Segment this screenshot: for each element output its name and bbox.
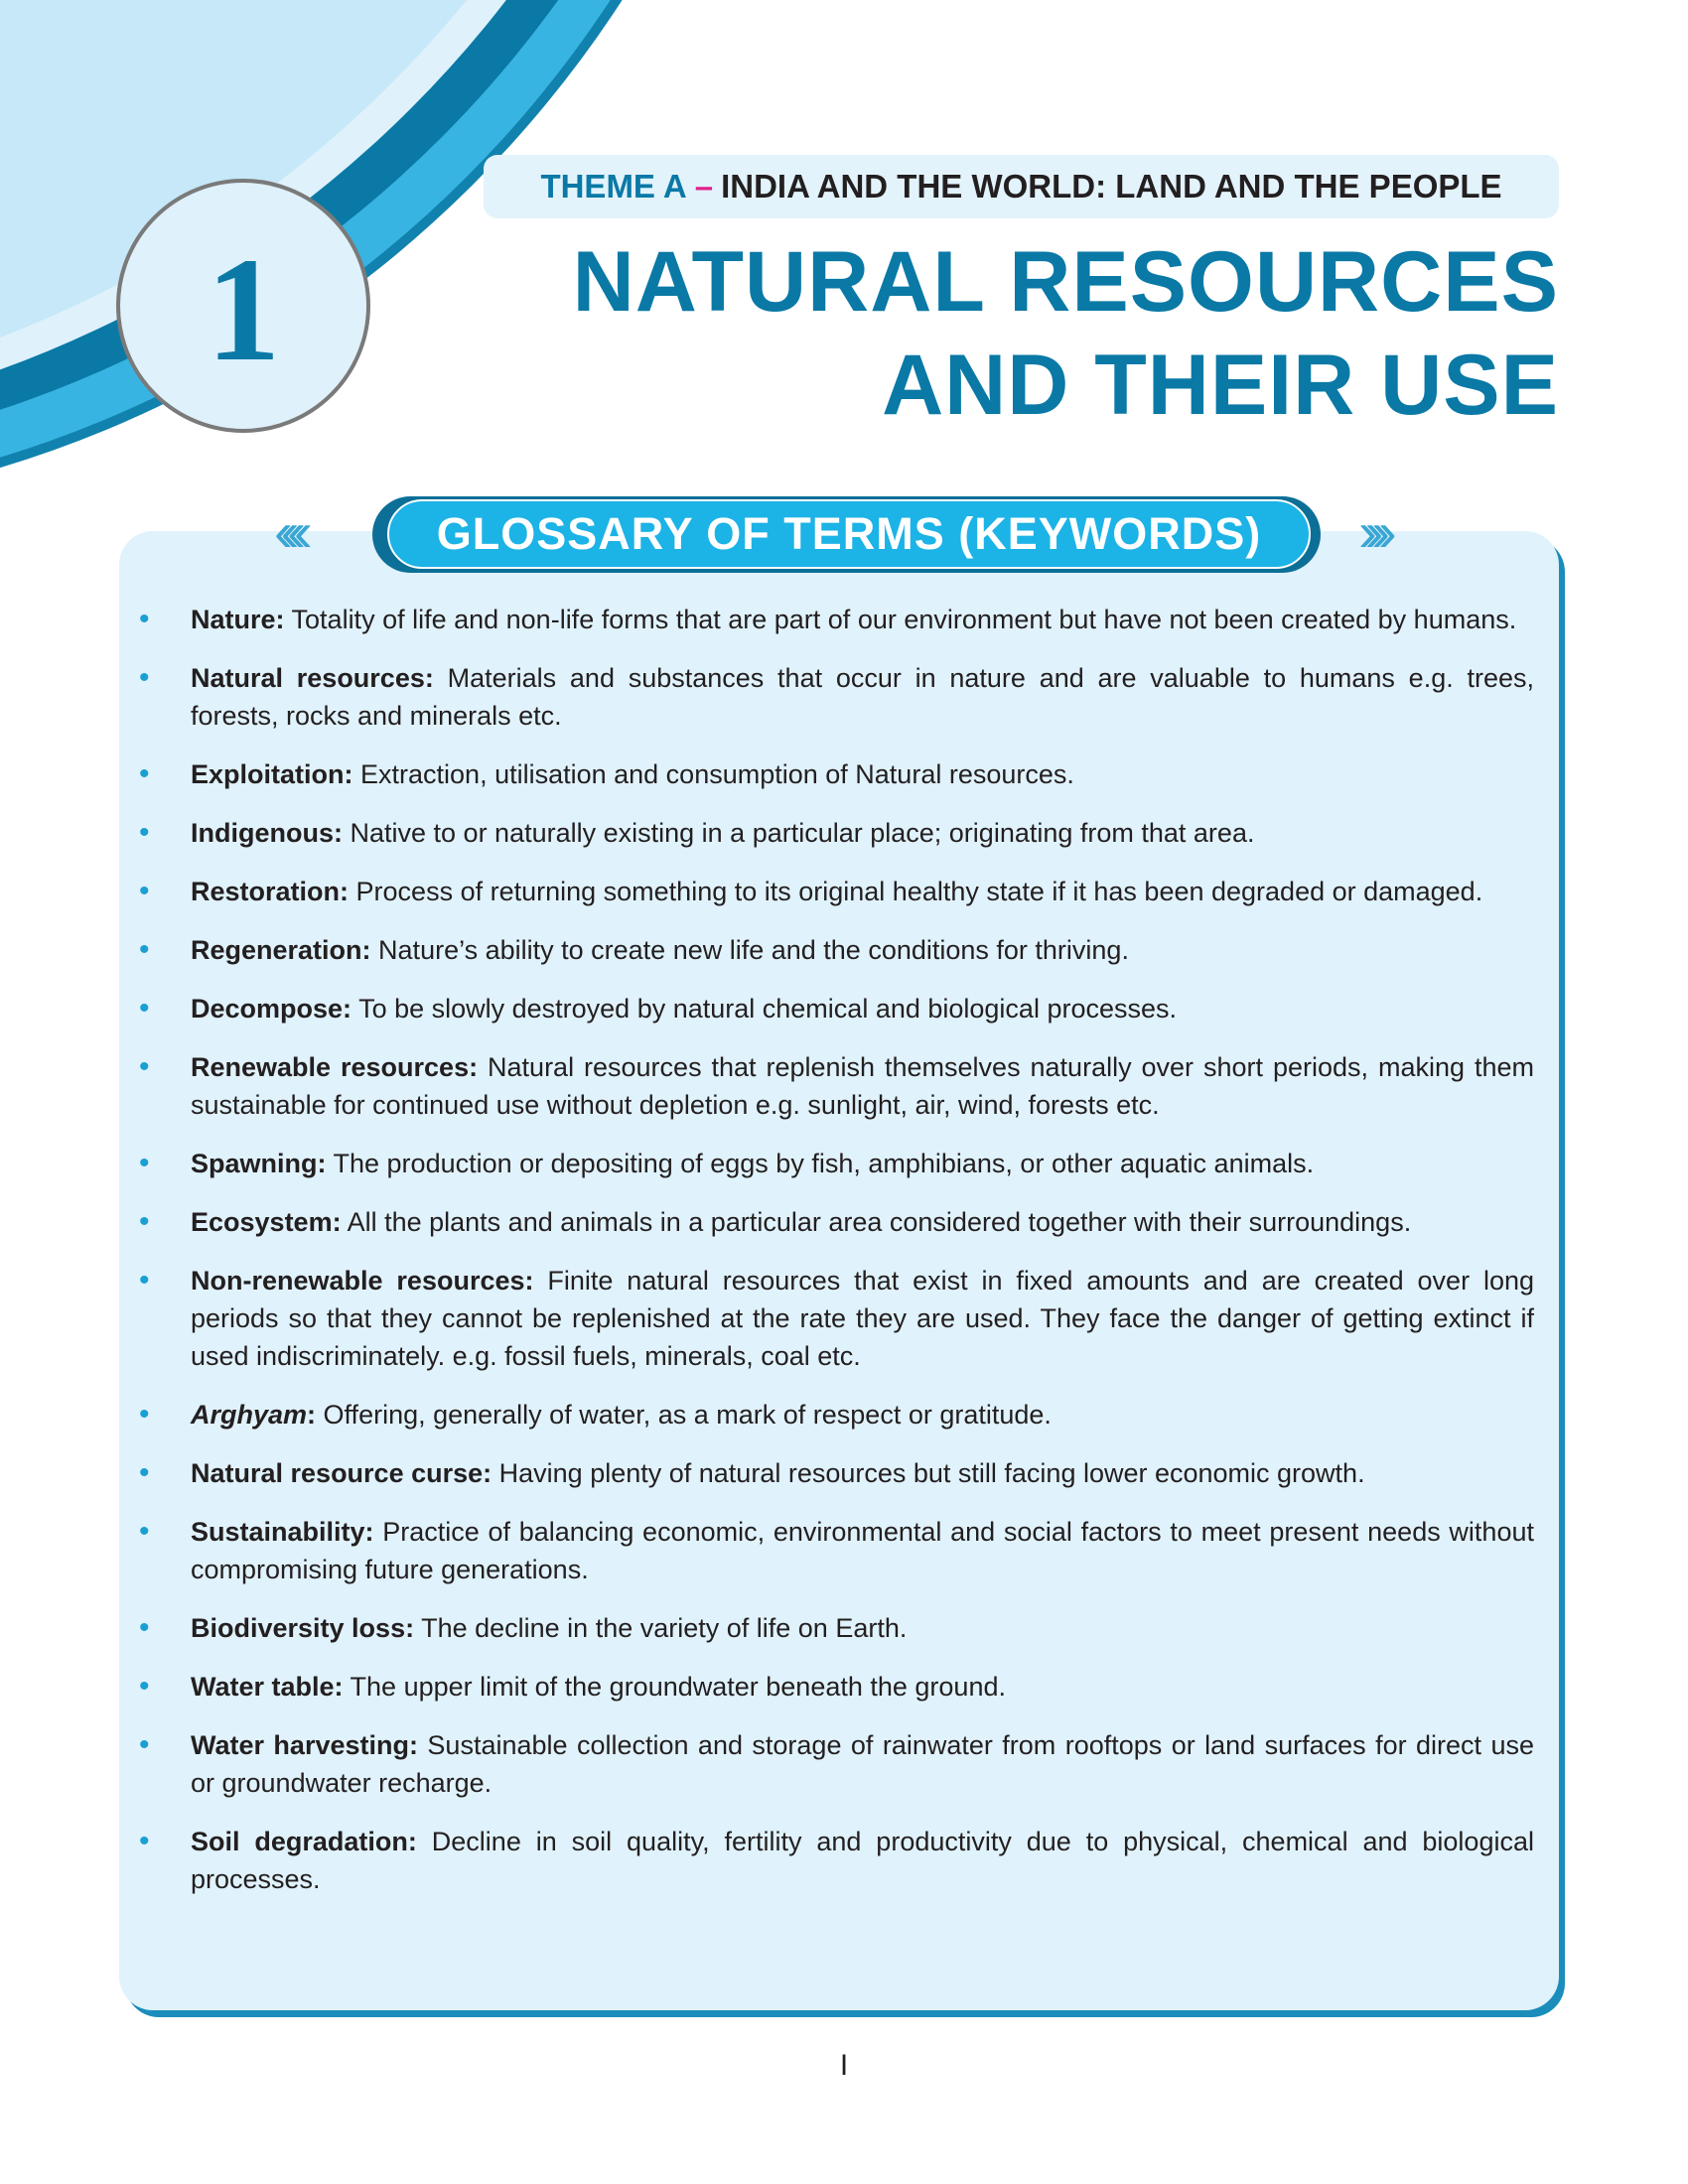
bullet-icon: • <box>139 757 150 790</box>
glossary-item <box>139 990 1534 1027</box>
glossary-definition: Sustainable collection and storage of rainwater from rooftops or land surfaces for direct use or groundwater recharge. <box>191 1730 1534 1798</box>
chapter-title-line1: NATURAL RESOURCES <box>572 234 1559 330</box>
bullet-icon: • <box>139 1050 150 1083</box>
glossary-term: Arghyam <box>191 1400 308 1430</box>
page-number: I <box>839 2049 849 2082</box>
glossary-item <box>139 873 1534 910</box>
glossary-item <box>139 1396 1534 1433</box>
glossary-term: Nature: <box>191 605 285 634</box>
glossary-definition: Native to or naturally existing in a particular place; originating from that area. <box>350 818 1255 848</box>
glossary-term: Restoration: <box>191 877 350 906</box>
glossary-term: Water table: <box>191 1672 344 1702</box>
glossary-term: Water harvesting: <box>191 1730 418 1760</box>
bullet-icon: • <box>139 1611 150 1644</box>
glossary-definition: All the plants and animals in a particular area considered together with their surroundings. <box>347 1207 1412 1237</box>
glossary-item <box>139 1823 1534 1898</box>
glossary-item <box>139 1048 1534 1124</box>
glossary-item <box>139 659 1534 735</box>
glossary-item <box>139 601 1534 638</box>
bullet-icon: • <box>139 603 150 635</box>
bullet-icon: • <box>139 992 150 1024</box>
glossary-definition: Decline in soil quality, fertility and productivity due to physical, chemical and biological processes. <box>191 1827 1534 1894</box>
glossary-definition: Process of returning something to its original healthy state if it has been degraded or damaged. <box>355 877 1483 906</box>
bullet-icon: • <box>139 1264 150 1297</box>
glossary-item <box>139 1513 1534 1588</box>
glossary-definition: Finite natural resources that exist in fixed amounts and are created over long periods so that they cannot be replenished at the rate they are used. They face the danger of getting extinct if used indiscriminately. e.g. fossil fuels, minerals, coal etc. <box>191 1266 1534 1371</box>
glossary-item <box>139 1668 1534 1706</box>
glossary-definition: Totality of life and non-life forms that are part of our environment but have not been created by humans. <box>291 605 1517 634</box>
theme-dash: – <box>694 168 714 205</box>
glossary-item <box>139 755 1534 793</box>
glossary-term: Exploitation: <box>191 759 353 789</box>
glossary-term: Ecosystem: <box>191 1207 342 1237</box>
glossary-term: Natural resources: <box>191 663 434 693</box>
bullet-icon: • <box>139 1728 150 1761</box>
theme-title: INDIA AND THE WORLD: LAND AND THE PEOPLE <box>721 168 1502 205</box>
glossary-definition: Extraction, utilisation and consumption of Natural resources. <box>360 759 1074 789</box>
chapter-number-badge <box>116 179 370 433</box>
glossary-item <box>139 1454 1534 1492</box>
glossary-term: Indigenous: <box>191 818 343 848</box>
glossary-item <box>139 814 1534 852</box>
glossary-term: Natural resource curse: <box>191 1458 492 1488</box>
glossary-item <box>139 1203 1534 1241</box>
glossary-term: Decompose: <box>191 994 352 1024</box>
glossary-definition: Materials and substances that occur in nature and are valuable to humans e.g. trees, forests, rocks and minerals etc. <box>191 663 1534 731</box>
glossary-item <box>139 1609 1534 1647</box>
bullet-icon: • <box>139 1670 150 1703</box>
glossary-definition: Having plenty of natural resources but still facing lower economic growth. <box>498 1458 1365 1488</box>
bullet-icon: • <box>139 933 150 966</box>
bullet-icon: • <box>139 1456 150 1489</box>
bullet-icon: • <box>139 1205 150 1238</box>
bullet-icon: • <box>139 661 150 694</box>
glossary-term: Renewable resources: <box>191 1052 479 1082</box>
theme-banner <box>484 155 1559 218</box>
glossary-definition: Natural resources that replenish themselves naturally over short periods, making them sustainable for continued use without depletion e.g. sunlight, air, wind, forests etc. <box>191 1052 1534 1120</box>
glossary-item <box>139 1145 1534 1182</box>
glossary-heading: GLOSSARY OF TERMS (KEYWORDS) <box>436 508 1262 559</box>
glossary-definition: The production or depositing of eggs by fish, amphibians, or other aquatic animals. <box>333 1149 1315 1178</box>
glossary-item <box>139 1262 1534 1375</box>
glossary-term: Soil degradation: <box>191 1827 417 1856</box>
glossary-term-colon: : <box>307 1400 317 1430</box>
glossary-term: Spawning: <box>191 1149 327 1178</box>
right-chevrons-icon: ›››› <box>1358 500 1385 563</box>
theme-label: THEME A <box>540 168 687 205</box>
glossary-definition: Nature’s ability to create new life and the conditions for thriving. <box>378 935 1129 965</box>
glossary-definition: Offering, generally of water, as a mark of respect or gratitude. <box>323 1400 1052 1430</box>
bullet-icon: • <box>139 1398 150 1431</box>
chapter-number: 1 <box>206 227 281 392</box>
bullet-icon: • <box>139 1515 150 1548</box>
glossary-item <box>139 931 1534 969</box>
glossary-definition: To be slowly destroyed by natural chemical and biological processes. <box>358 994 1177 1024</box>
bullet-icon: • <box>139 875 150 907</box>
bullet-icon: • <box>139 816 150 849</box>
glossary-term: Biodiversity loss: <box>191 1613 415 1643</box>
left-chevrons-icon: ‹‹‹‹ <box>274 500 301 563</box>
chapter-title <box>573 230 1559 437</box>
glossary-list <box>139 601 1534 1919</box>
glossary-term: Non-renewable resources: <box>191 1266 534 1296</box>
bullet-icon: • <box>139 1147 150 1179</box>
glossary-banner <box>387 499 1311 569</box>
chapter-title-line2: AND THEIR USE <box>882 338 1559 433</box>
glossary-term: Sustainability: <box>191 1517 374 1547</box>
glossary-definition: Practice of balancing economic, environmental and social factors to meet present needs without compromising future generations. <box>191 1517 1534 1584</box>
glossary-item <box>139 1726 1534 1802</box>
glossary-term: Regeneration: <box>191 935 371 965</box>
bullet-icon: • <box>139 1825 150 1857</box>
glossary-definition: The decline in the variety of life on Earth. <box>421 1613 908 1643</box>
glossary-definition: The upper limit of the groundwater beneath the ground. <box>350 1672 1006 1702</box>
